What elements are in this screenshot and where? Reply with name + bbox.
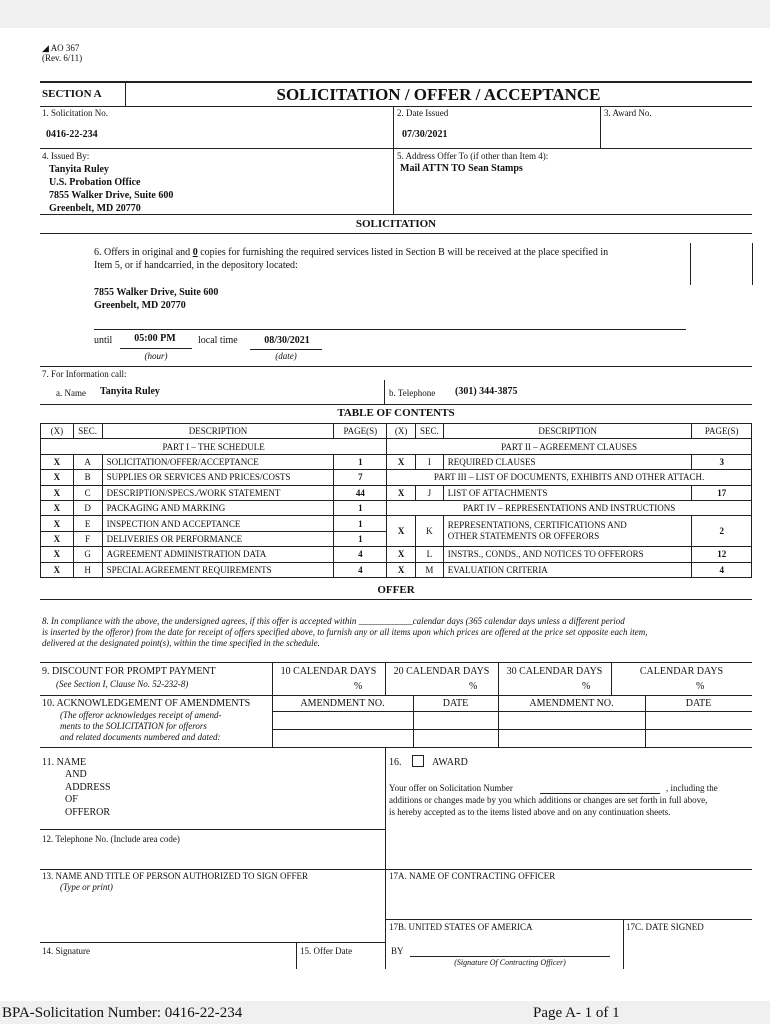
- rule: [272, 711, 752, 712]
- issued-by-line: U.S. Probation Office: [49, 177, 141, 188]
- toc-desc: REQUIRED CLAUSES: [443, 454, 692, 469]
- item-10-sub: [60, 710, 222, 743]
- item-9-sub: (See Section I, Clause No. 52-232-8): [56, 679, 189, 689]
- toc-check: X: [41, 485, 74, 500]
- form-mark-icon: ◢: [42, 43, 49, 53]
- table-row: [41, 439, 752, 454]
- rule: [40, 829, 385, 830]
- toc-sec: H: [73, 562, 102, 577]
- table-of-contents: [40, 423, 752, 578]
- table-row: [41, 562, 752, 577]
- col-header: SEC.: [73, 424, 102, 439]
- rule: [40, 233, 752, 234]
- item-17c-label: 17C. DATE SIGNED: [626, 922, 704, 932]
- toc-pages: 4: [692, 562, 752, 577]
- rule: [40, 148, 752, 149]
- form-revision: (Rev. 6/11): [42, 53, 83, 63]
- toc-check: X: [41, 531, 74, 546]
- col-header: DESCRIPTION: [443, 424, 692, 439]
- toc-check: X: [41, 516, 74, 531]
- toc-desc: EVALUATION CRITERIA: [443, 562, 692, 577]
- item-7-label: 7. For Information call:: [42, 369, 127, 379]
- rule: [40, 214, 752, 215]
- table-row: [41, 485, 752, 500]
- toc-pages: 44: [334, 485, 387, 500]
- rule: [40, 942, 385, 943]
- discount-10-days: 10 CALENDAR DAYS: [280, 666, 377, 677]
- amendment-date-header: DATE: [685, 698, 712, 709]
- item-8-text: [42, 616, 647, 649]
- item-8-line: 8. In compliance with the above, the undersigned agrees, if this offer is accepted within ____________calendar days (365 calendar days unless a different period: [42, 616, 625, 626]
- award-text-3: is hereby accepted as to the items listed above and on any continuation sheets.: [389, 807, 671, 817]
- toc-heading: TABLE OF CONTENTS: [337, 407, 455, 419]
- until-date: 08/30/2021: [264, 335, 310, 346]
- table-row: [41, 547, 752, 562]
- toc-sec: E: [73, 516, 102, 531]
- item-11-label: 11. NAME: [42, 757, 87, 768]
- percent-sign: %: [354, 681, 363, 692]
- rule: [690, 243, 691, 285]
- rule: [410, 956, 610, 957]
- toc-desc: SOLICITATION/OFFER/ACCEPTANCE: [102, 454, 334, 469]
- toc-check: X: [387, 454, 416, 469]
- table-row: [41, 454, 752, 469]
- rule: [296, 942, 297, 969]
- table-row: [41, 516, 752, 531]
- solicitation-number: 0416-22-234: [46, 129, 98, 140]
- form-title: SOLICITATION / OFFER / ACCEPTANCE: [276, 85, 601, 104]
- table-row: [41, 424, 752, 439]
- toc-check: X: [387, 485, 416, 500]
- toc-check: X: [41, 500, 74, 515]
- item-10-sub-line: and related documents numbered and dated:: [60, 732, 221, 742]
- toc-sec: C: [73, 485, 102, 500]
- col-header: DESCRIPTION: [102, 424, 334, 439]
- rule: [272, 729, 752, 730]
- rule: [250, 349, 322, 350]
- toc-check: X: [387, 516, 416, 547]
- award-text-1-post: , including the: [666, 783, 718, 793]
- toc-desc: SUPPLIES OR SERVICES AND PRICES/COSTS: [102, 470, 334, 485]
- toc-check: X: [41, 454, 74, 469]
- toc-sec: B: [73, 470, 102, 485]
- rule: [540, 793, 660, 794]
- part-heading: PART I – THE SCHEDULE: [41, 439, 387, 454]
- local-time-label: local time: [198, 335, 238, 346]
- award-label: AWARD: [432, 757, 468, 768]
- toc-sec: G: [73, 547, 102, 562]
- award-checkbox[interactable]: [412, 755, 424, 767]
- copies-count: 0: [192, 247, 198, 258]
- item-12-label: 12. Telephone No. (Include area code): [42, 834, 180, 844]
- form-id: ◢ AO 367: [42, 43, 80, 53]
- issued-by-line: 7855 Walker Drive, Suite 600: [49, 190, 174, 201]
- toc-sec: L: [415, 547, 443, 562]
- toc-desc: DELIVERIES OR PERFORMANCE: [102, 531, 334, 546]
- toc-check: X: [41, 562, 74, 577]
- rule: [393, 106, 394, 148]
- toc-pages: 3: [692, 454, 752, 469]
- date-caption: (date): [275, 351, 297, 361]
- award-text-1: Your offer on Solicitation Number: [389, 783, 513, 793]
- item-11-line: ADDRESS: [65, 781, 111, 793]
- field-4-label: 4. Issued By:: [42, 151, 90, 161]
- item-17a-label: 17A. NAME OF CONTRACTING OFFICER: [389, 871, 556, 881]
- discount-30-days: 30 CALENDAR DAYS: [506, 666, 603, 677]
- hour-caption: (hour): [144, 351, 168, 361]
- footer-page-number: Page A- 1 of 1: [533, 1005, 620, 1021]
- toc-sec: D: [73, 500, 102, 515]
- signature-caption: (Signature Of Contracting Officer): [454, 958, 566, 967]
- field-2-label: 2. Date Issued: [397, 108, 449, 118]
- rule: [623, 919, 624, 969]
- section-label: SECTION A: [42, 88, 102, 100]
- field-1-label: 1. Solicitation No.: [42, 108, 108, 118]
- item-15-label: 15. Offer Date: [300, 946, 353, 956]
- rule: [40, 869, 752, 870]
- part-heading: PART II – AGREEMENT CLAUSES: [387, 439, 752, 454]
- footer-solicitation-number: BPA-Solicitation Number: 0416-22-234: [2, 1005, 243, 1021]
- depository-address-1: 7855 Walker Drive, Suite 600: [94, 287, 219, 298]
- col-header: (X): [387, 424, 416, 439]
- item-11-line: AND: [65, 769, 87, 780]
- item-14-label: 14. Signature: [42, 946, 90, 956]
- toc-sec: K: [415, 516, 443, 547]
- rule: [40, 747, 752, 748]
- toc-sec: I: [415, 454, 443, 469]
- toc-check: X: [387, 547, 416, 562]
- toc-sec: F: [73, 531, 102, 546]
- toc-desc: SPECIAL AGREEMENT REQUIREMENTS: [102, 562, 334, 577]
- viewer-top-bar: [0, 0, 770, 28]
- table-row: [41, 500, 752, 515]
- toc-sec: J: [415, 485, 443, 500]
- toc-desc-line: OTHER STATEMENTS OR OFFERORS: [447, 531, 600, 542]
- award-text-2: additions or changes made by you which additions or changes are set forth in full above,: [389, 795, 708, 805]
- item-11-lines: [65, 769, 111, 819]
- address-offer-to: Mail ATTN TO Sean Stamps: [400, 163, 523, 174]
- offer-heading: OFFER: [377, 584, 415, 596]
- until-time: 05:00 PM: [134, 333, 176, 344]
- contact-name: Tanyita Ruley: [100, 386, 160, 397]
- telephone-label: b. Telephone: [389, 388, 436, 398]
- toc-desc: LIST OF ATTACHMENTS: [443, 485, 692, 500]
- toc-desc: PACKAGING AND MARKING: [102, 500, 334, 515]
- item-8-line: is inserted by the offeror) from the date for receipt of offers specified above, to furnish any or all items upon which prices are offered at the price set opposite each item,: [42, 627, 648, 637]
- percent-sign: %: [696, 681, 705, 692]
- amendment-no-header: AMENDMENT NO.: [300, 698, 385, 709]
- item-11-line: OF: [65, 794, 78, 805]
- toc-check: X: [41, 547, 74, 562]
- toc-pages: 1: [334, 516, 387, 531]
- rule: [384, 380, 385, 404]
- percent-sign: %: [469, 681, 478, 692]
- issued-by-line: Greenbelt, MD 20770: [49, 203, 141, 214]
- toc-sec: M: [415, 562, 443, 577]
- item-10-label: 10. ACKNOWLEDGEMENT OF AMENDMENTS: [42, 698, 251, 709]
- by-label: BY: [391, 946, 404, 956]
- rule: [385, 747, 386, 969]
- name-label: a. Name: [56, 388, 86, 398]
- issued-by-line: Tanyita Ruley: [49, 164, 109, 175]
- rule: [600, 106, 601, 148]
- col-header: PAGE(S): [334, 424, 387, 439]
- amendment-no-header: AMENDMENT NO.: [529, 698, 614, 709]
- part-heading: PART IV – REPRESENTATIONS AND INSTRUCTIONS: [387, 500, 752, 515]
- rule: [40, 366, 752, 367]
- col-header: (X): [41, 424, 74, 439]
- toc-pages: 1: [334, 500, 387, 515]
- item-8-line: delivered at the designated point(s), within the time specified in the schedule.: [42, 638, 320, 648]
- discount-other-days: CALENDAR DAYS: [639, 666, 724, 677]
- item-17b-label: 17B. UNITED STATES OF AMERICA: [389, 922, 533, 932]
- item-16-label: 16.: [389, 757, 402, 768]
- col-header: PAGE(S): [692, 424, 752, 439]
- table-row: [41, 470, 752, 485]
- toc-pages: 7: [334, 470, 387, 485]
- item-6-line-2: Item 5, or if handcarried, in the depository located:: [94, 260, 298, 271]
- percent-sign: %: [582, 681, 591, 692]
- toc-desc: [443, 516, 692, 547]
- item-10-sub-line: (The offeror acknowledges receipt of amend-: [60, 710, 222, 720]
- rule: [40, 404, 752, 405]
- field-5-label: 5. Address Offer To (if other than Item 4):: [397, 151, 549, 161]
- toc-check: X: [387, 562, 416, 577]
- toc-pages: 17: [692, 485, 752, 500]
- amendment-date-header: DATE: [442, 698, 469, 709]
- item-9-label: 9. DISCOUNT FOR PROMPT PAYMENT: [42, 666, 216, 677]
- solicitation-heading: SOLICITATION: [355, 218, 437, 230]
- toc-desc: AGREEMENT ADMINISTRATION DATA: [102, 547, 334, 562]
- toc-pages: 2: [692, 516, 752, 547]
- rule: [94, 329, 686, 330]
- rule: [40, 599, 752, 600]
- toc-pages: 1: [334, 531, 387, 546]
- toc-desc: INSTRS., CONDS., AND NOTICES TO OFFERORS: [443, 547, 692, 562]
- toc-desc: DESCRIPTION/SPECS./WORK STATEMENT: [102, 485, 334, 500]
- rule: [120, 348, 192, 349]
- toc-pages: 1: [334, 454, 387, 469]
- part-heading: PART III – LIST OF DOCUMENTS, EXHIBITS AND OTHER ATTACH.: [387, 470, 752, 485]
- toc-sec: A: [73, 454, 102, 469]
- item-10-sub-line: ments to the SOLICITATION for offerors: [60, 721, 207, 731]
- issued-by-block: [49, 163, 173, 215]
- rule: [40, 662, 752, 663]
- item-13-sub: (Type or print): [60, 882, 113, 892]
- rule: [393, 148, 394, 214]
- rule: [752, 243, 753, 285]
- discount-20-days: 20 CALENDAR DAYS: [393, 666, 490, 677]
- rule: [40, 106, 752, 107]
- item-13-label: 13. NAME AND TITLE OF PERSON AUTHORIZED TO SIGN OFFER: [42, 871, 309, 881]
- depository-address-2: Greenbelt, MD 20770: [94, 300, 186, 311]
- rule: [385, 919, 752, 920]
- toc-pages: 4: [334, 547, 387, 562]
- toc-desc: INSPECTION AND ACCEPTANCE: [102, 516, 334, 531]
- item-6-text: 6. Offers in original and 0 copies for furnishing the required services listed in Section B will be received at the place specified in: [94, 247, 609, 258]
- toc-desc-line: REPRESENTATIONS, CERTIFICATIONS AND: [447, 520, 627, 531]
- toc-pages: 12: [692, 547, 752, 562]
- field-3-label: 3. Award No.: [604, 108, 652, 118]
- contact-telephone: (301) 344-3875: [455, 386, 518, 397]
- col-header: SEC.: [415, 424, 443, 439]
- toc-pages: 4: [334, 562, 387, 577]
- rule: [40, 81, 752, 83]
- date-issued: 07/30/2021: [402, 129, 448, 140]
- toc-check: X: [41, 470, 74, 485]
- until-label: until: [94, 335, 113, 346]
- item-11-line: OFFEROR: [65, 806, 111, 818]
